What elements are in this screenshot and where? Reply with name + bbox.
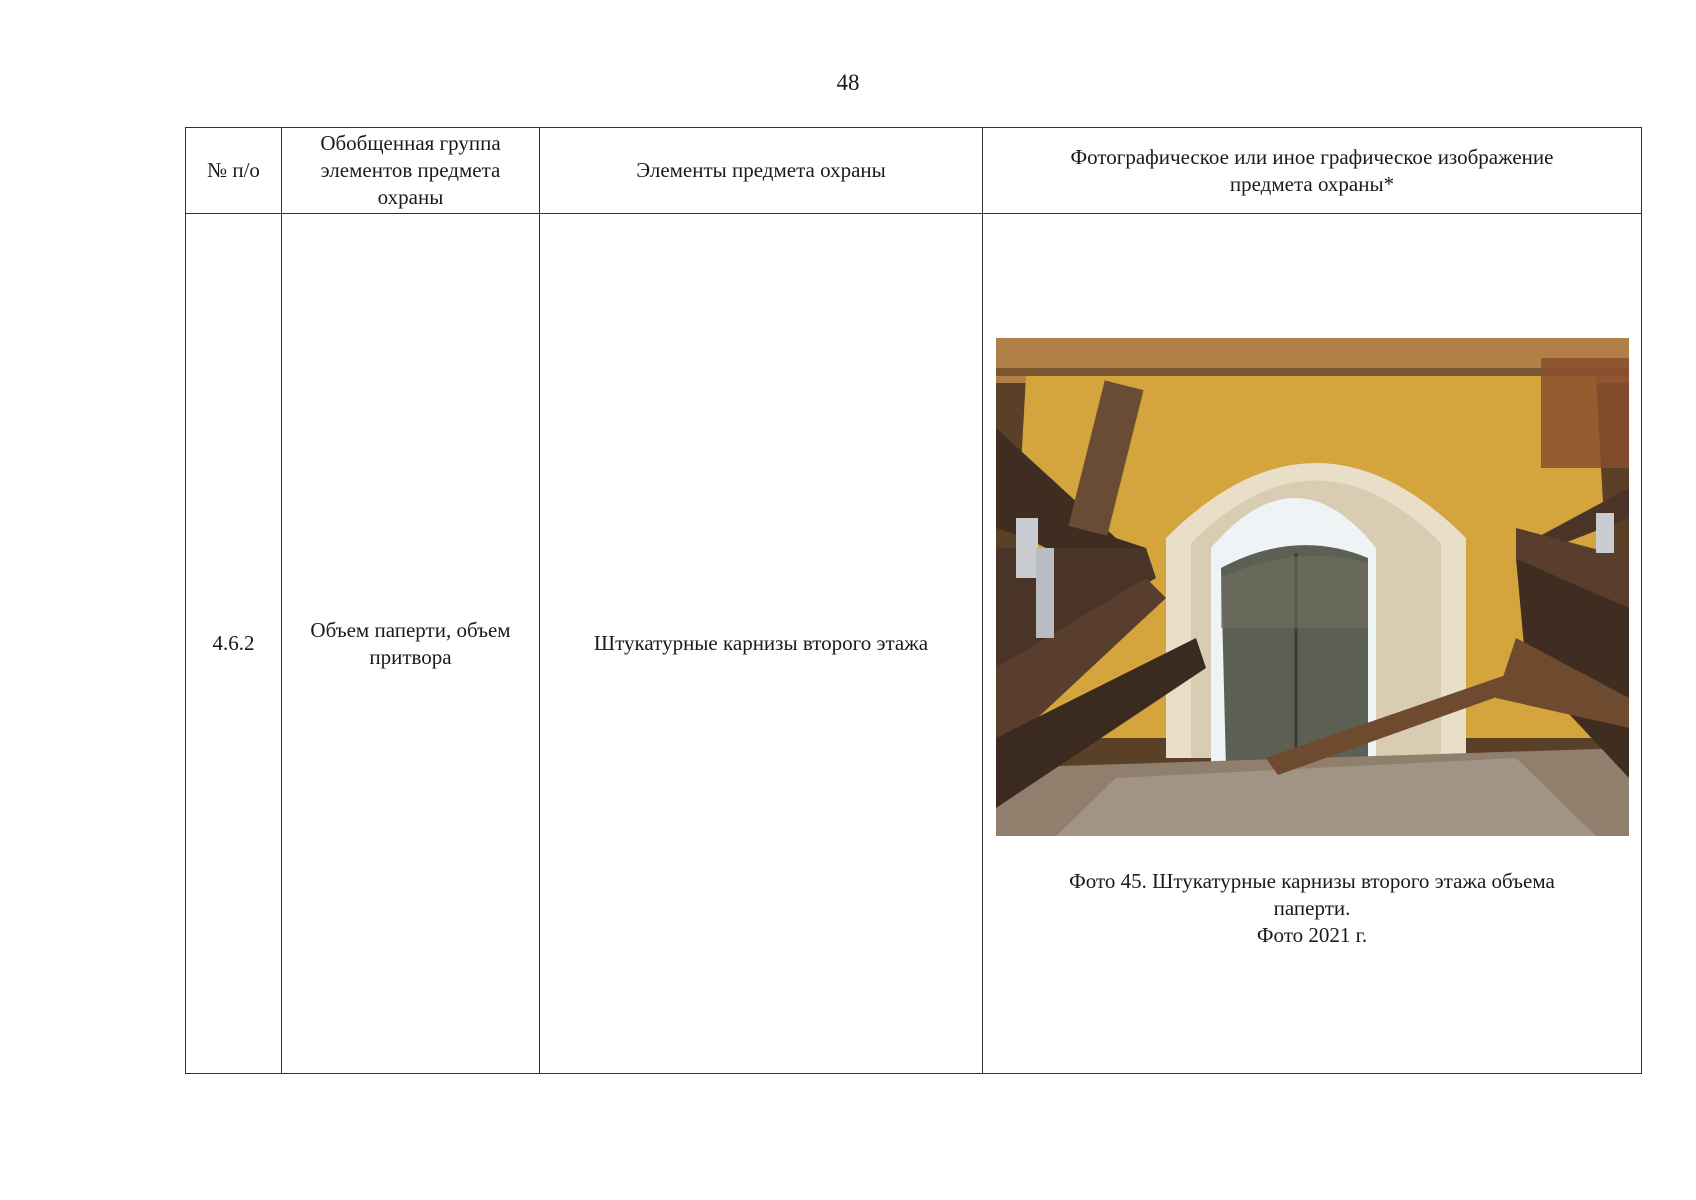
page-number: 48 xyxy=(836,70,860,95)
row-image-cell xyxy=(983,214,1642,1074)
row-group: Объем паперти, объем притвора xyxy=(282,214,540,1074)
header-group: Обобщенная группа элементов предмета охраны xyxy=(282,128,540,214)
row-elements: Штукатурные карнизы второго этажа xyxy=(540,214,983,1074)
protection-table xyxy=(185,127,1642,1074)
caption-line-2: Фото 2021 г. xyxy=(1256,923,1368,948)
row-number: 4.6.2 xyxy=(186,214,282,1074)
table-header-row xyxy=(186,128,1642,214)
caption-line-1: Фото 45. Штукатурные карнизы второго этажа объема паперти. xyxy=(1069,868,1555,920)
photo-caption xyxy=(989,868,1635,950)
header-number: № п/о xyxy=(186,128,282,214)
interior-photo xyxy=(996,338,1629,836)
header-image: Фотографическое или иное графическое изображение предмета охраны* xyxy=(983,128,1642,214)
table-row xyxy=(186,214,1642,1074)
header-elements: Элементы предмета охраны xyxy=(540,128,983,214)
